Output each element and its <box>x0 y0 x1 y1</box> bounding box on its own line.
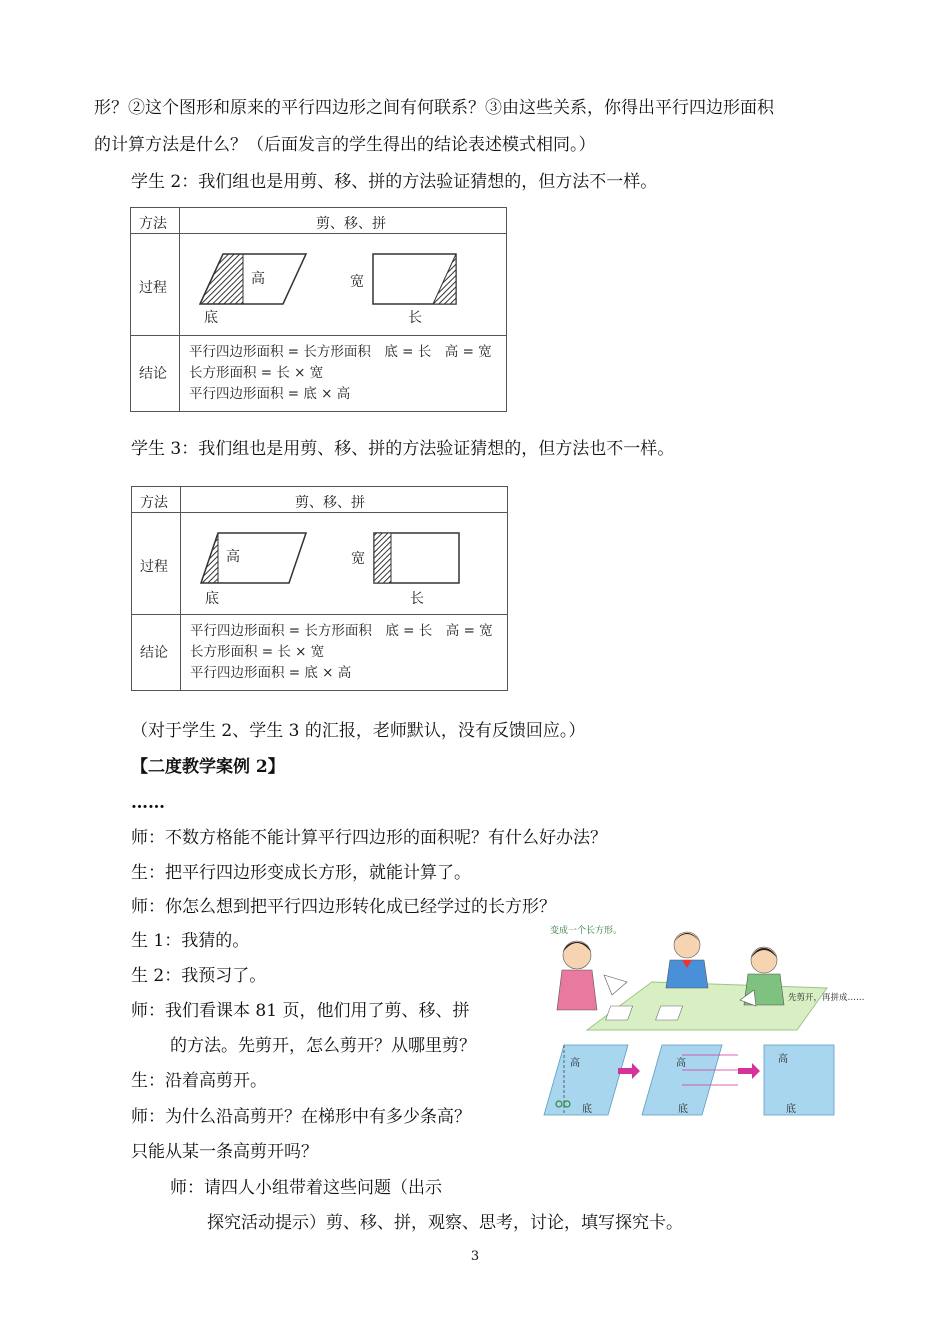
label-width: 宽 <box>350 274 364 290</box>
label-base: 底 <box>205 591 219 607</box>
svg-text:高: 高 <box>570 1058 580 1069</box>
table-header-value: 剪、移、拼 <box>316 216 386 232</box>
page-number: 3 <box>470 1249 480 1264</box>
cut-move-diagram-1 <box>180 234 505 335</box>
table-row-label: 过程 <box>139 280 167 296</box>
dialogue-line: 师：不数方格能不能计算平行四边形的面积呢？有什么好办法？ <box>131 828 607 848</box>
conclusion-line: 长方形面积 = 长 × 宽 <box>189 365 324 381</box>
textbook-illustration <box>542 920 865 1120</box>
table-header-label: 方法 <box>140 495 168 511</box>
paragraph-line: 学生 3：我们组也是用剪、移、拼的方法验证猜想的，但方法也不一样。 <box>131 439 675 459</box>
cut-move-diagram-2 <box>181 513 506 614</box>
section-heading: 【二度教学案例 2】 <box>131 757 285 777</box>
table-row-label: 结论 <box>140 645 168 661</box>
table-header-value: 剪、移、拼 <box>295 495 365 511</box>
table-row-label: 结论 <box>139 366 167 382</box>
speech-bubble: 先剪开，再拼成…… <box>788 993 865 1003</box>
label-base: 底 <box>204 310 218 326</box>
svg-text:底: 底 <box>582 1104 592 1115</box>
label-height: 高 <box>226 549 240 565</box>
conclusion-line: 平行四边形面积 = 底 × 高 <box>189 386 351 402</box>
dialogue-line: 生：把平行四边形变成长方形，就能计算了。 <box>131 863 471 883</box>
dialogue-line: 只能从某一条高剪开吗？ <box>131 1142 318 1162</box>
paragraph-line: （对于学生 2、学生 3 的汇报，老师默认，没有反馈回应。） <box>131 721 586 741</box>
conclusion-line: 平行四边形面积 = 长方形面积 底 = 长 高 = 宽 <box>189 344 492 360</box>
dialogue-line: 师：请四人小组带着这些问题（出示 <box>170 1178 442 1198</box>
paragraph-line: 学生 2：我们组也是用剪、移、拼的方法验证猜想的，但方法不一样。 <box>131 172 658 192</box>
dialogue-line: 师：你怎么想到把平行四边形转化成已经学过的长方形？ <box>131 897 556 917</box>
method-table-2 <box>131 486 508 691</box>
table-header-label: 方法 <box>139 216 167 232</box>
label-length: 长 <box>408 310 422 326</box>
dialogue-line: 生 2：我预习了。 <box>131 966 267 986</box>
dialogue-line: 生 1：我猜的。 <box>131 931 250 951</box>
conclusion-line: 平行四边形面积 = 长方形面积 底 = 长 高 = 宽 <box>190 623 493 639</box>
ellipsis: …… <box>131 793 165 813</box>
svg-text:底: 底 <box>786 1104 796 1115</box>
dialogue-line: 师：为什么沿高剪开？在梯形中有多少条高？ <box>131 1107 471 1127</box>
conclusion-line: 平行四边形面积 = 底 × 高 <box>190 665 352 681</box>
method-table-1 <box>130 207 507 412</box>
label-width: 宽 <box>351 551 365 567</box>
paragraph-line: 形？②这个图形和原来的平行四边形之间有何联系？③由这些关系，你得出平行四边形面积 <box>94 98 774 118</box>
dialogue-line: 生：沿着高剪开。 <box>131 1071 267 1091</box>
dialogue-line: 探究活动提示）剪、移、拼，观察、思考，讨论，填写探究卡。 <box>207 1213 683 1233</box>
svg-text:高: 高 <box>778 1054 788 1065</box>
paragraph-line: 的计算方法是什么？（后面发言的学生得出的结论表述模式相同。） <box>94 135 596 155</box>
svg-text:高: 高 <box>676 1058 686 1069</box>
label-height: 高 <box>251 271 265 287</box>
dialogue-line: 师：我们看课本 81 页，他们用了剪、移、拼 <box>131 1001 470 1021</box>
svg-text:底: 底 <box>678 1104 688 1115</box>
illustration-caption: 变成一个长方形。 <box>550 926 623 936</box>
dialogue-line: 的方法。先剪开，怎么剪开？从哪里剪？ <box>170 1036 476 1056</box>
table-row-label: 过程 <box>140 559 168 575</box>
conclusion-line: 长方形面积 = 长 × 宽 <box>190 644 325 660</box>
label-length: 长 <box>410 591 424 607</box>
